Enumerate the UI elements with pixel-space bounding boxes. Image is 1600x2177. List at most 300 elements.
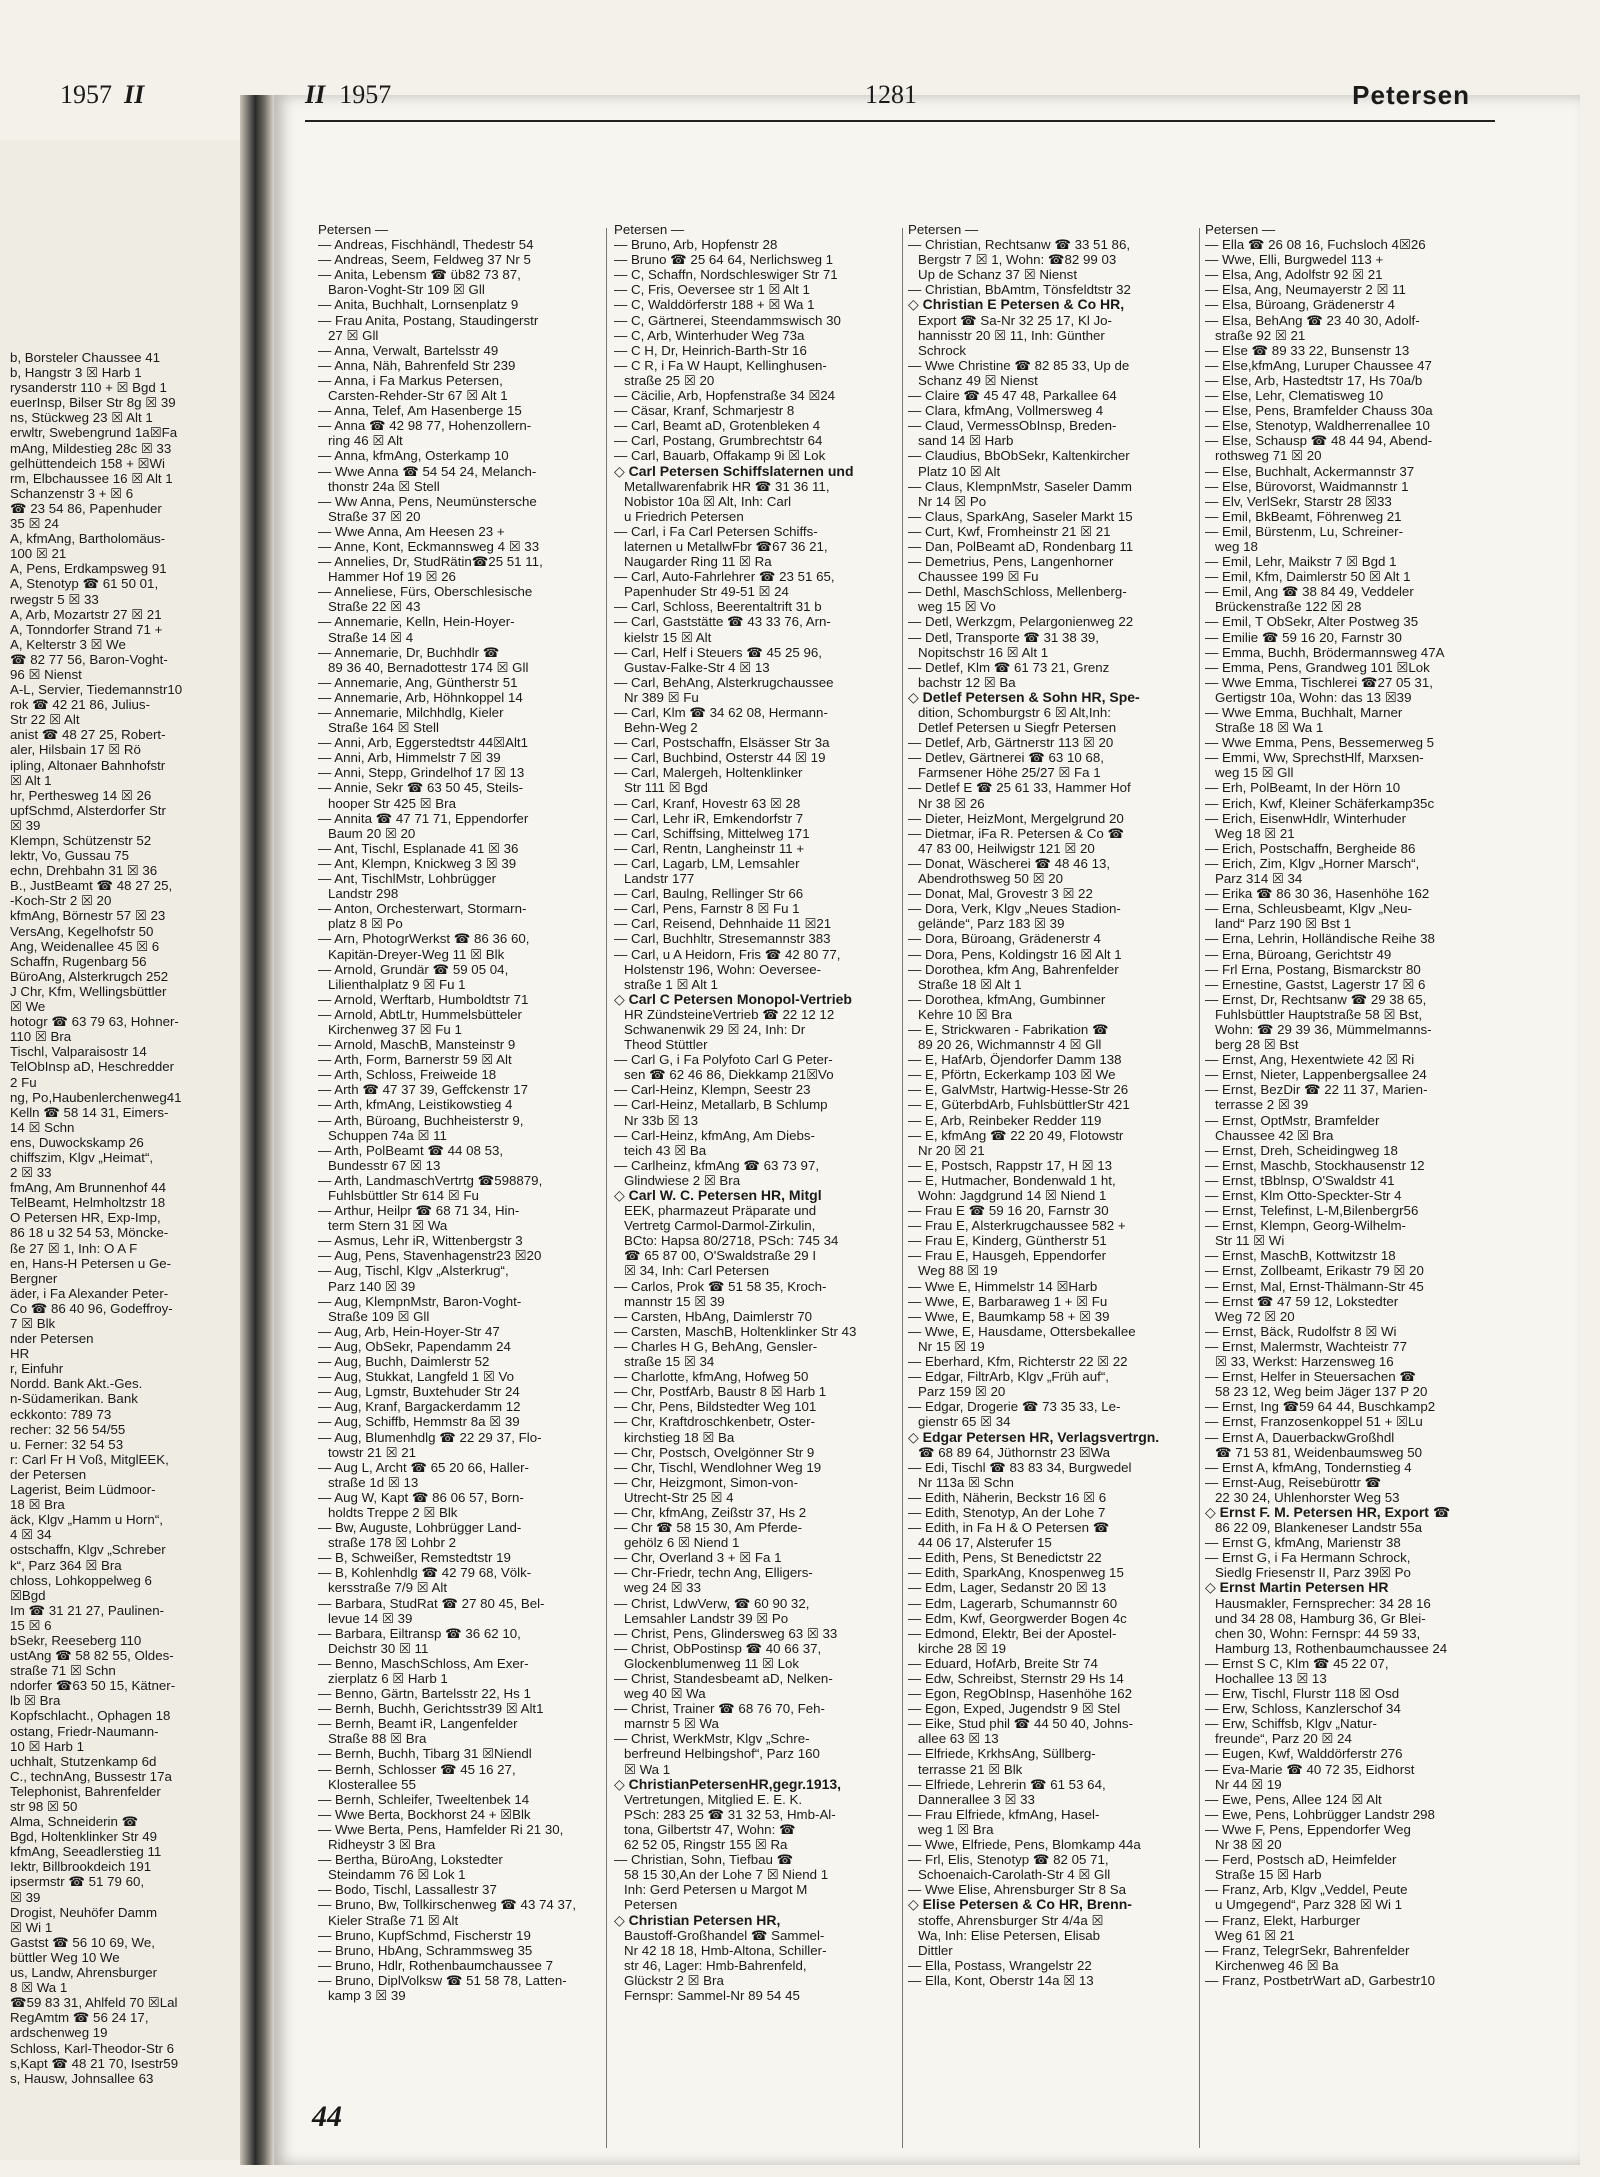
directory-entry-line: — Emmi, Ww, SprechstHlf, Marxsen- [1205,750,1424,766]
directory-entry-line: BCto: Hapsa 80/2718, PSch: 745 34 [624,1233,839,1249]
directory-entry-line: chloss, Lohkoppelweg 6 [10,1572,152,1588]
directory-entry-line: — Christ, Pens, Glindersweg 63 ☒ 33 [614,1625,838,1641]
directory-entry-line: — Carlos, Prok ☎ 51 58 35, Kroch- [614,1278,827,1294]
directory-entry-line: — Bruno, HbAng, Schrammsweg 35 [318,1942,533,1958]
directory-entry-line: — Arnold, AbtLtr, Hummelsbütteler [318,1006,522,1022]
directory-entry-line: 62 52 05, Ringstr 155 ☒ Ra [624,1837,788,1853]
directory-entry-line: berfreund Helbingshof“, Parz 160 [624,1746,820,1762]
directory-entry-line: — Anna, kfmAng, Osterkamp 10 [318,448,509,464]
directory-entry-line: — Erna, Lehrin, Holländische Reihe 38 [1205,931,1435,947]
left-page-year: 1957 [60,80,112,109]
directory-entry-line: — Charlotte, kfmAng, Hofweg 50 [614,1369,809,1385]
directory-entry-line: — Benno, MaschSchloss, Am Exer- [318,1655,529,1671]
directory-entry-line: A, Kelterstr 3 ☒ We [10,636,126,652]
directory-entry-line: — E, Strickwaren - Fabrikation ☎ [908,1021,1109,1037]
directory-entry-line: kamp 3 ☒ 39 [328,1987,406,2003]
directory-entry-line: — Ernst ☎ 47 59 12, Lokstedter [1205,1293,1399,1309]
directory-entry-line: — Emilie ☎ 59 16 20, Farnstr 30 [1205,629,1402,645]
directory-entry-line: — Ernst, Klempn, Georg-Wilhelm- [1205,1218,1406,1234]
directory-entry-line: Gertigstr 10a, Wohn: das 13 ☒39 [1215,689,1412,705]
directory-entry-line: — Else, Bürovorst, Waidmannstr 1 [1205,478,1409,494]
directory-entry-line: ardschenweg 19 [10,2025,108,2041]
directory-entry-line: ◇ Carl C Petersen Monopol-Vertrieb [614,991,852,1007]
directory-entry-line: str 98 ☒ 50 [10,1799,78,1814]
directory-entry-line: — Bw, Auguste, Lohbrügger Land- [318,1520,522,1536]
directory-column-3 [908,222,1193,2152]
directory-entry-line: aler, Hilsbain 17 ☒ Rö [10,742,141,758]
directory-entry-line: — Curt, Kwf, Fromheinstr 21 ☒ 21 [908,523,1111,539]
directory-entry-line: rysanderstr 110 + ☒ Bgd 1 [10,380,167,396]
directory-entry-line: — Bruno, KupfSchmd, Fischerstr 19 [318,1927,531,1943]
directory-entry-line: — Erw, Schloss, Kanzlerschof 34 [1205,1701,1401,1717]
directory-entry-line: ◇ Christian Petersen HR, [614,1912,781,1928]
directory-entry-line: hr, Perthesweg 14 ☒ 26 [10,787,152,803]
directory-entry-line: Hausmakler, Fernsprecher: 34 28 16 [1215,1595,1431,1611]
directory-entry-line: Tischl, Valparaisostr 14 [10,1044,147,1060]
directory-entry-line: — Carl, Rentn, Langheinstr 11 + [614,840,805,856]
directory-entry-line: — Ernst, Dreh, Scheidingweg 18 [1205,1142,1398,1158]
directory-entry-line: — Ernst, Dr, Rechtsanw ☎ 29 38 65, [1205,991,1427,1007]
directory-entry-line: — Ernst, MaschB, Kottwitzstr 18 [1205,1248,1396,1264]
directory-entry-line: — Erna, Büroang, Gerichtstr 49 [1205,946,1392,962]
directory-entry-line: — E, GalvMstr, Hartwig-Hesse-Str 26 [908,1082,1129,1098]
directory-entry-line: — Arth, Büroang, Buchheisterstr 9, [318,1112,524,1128]
directory-entry-line: 44 06 17, Alsterufer 15 [918,1535,1052,1551]
directory-entry-line: — Franz, Elekt, Harburger [1205,1912,1361,1928]
directory-entry-line: Detlef Petersen u Siegfr Petersen [918,720,1117,736]
directory-entry-line: — Anni, Arb, Eggerstedtstr 44☒Alt1 [318,735,529,751]
directory-entry-line: — Anneliese, Fürs, Oberschlesische [318,584,533,600]
directory-entry-line: Kieler Straße 71 ☒ Alt [328,1912,459,1928]
directory-entry-line: chen 30, Wohn: Fernspr: 44 59 33, [1215,1625,1421,1641]
directory-entry-line: — Erika ☎ 86 30 36, Hasenhöhe 162 [1205,886,1430,902]
directory-entry-line: — Aug, Pens, Stavenhagenstr23 ☒20 [318,1248,542,1264]
directory-entry-line: — Egon, RegObInsp, Hasenhöhe 162 [908,1686,1132,1702]
directory-entry-line: — Carsten, HbAng, Daimlerstr 70 [614,1308,813,1324]
directory-entry-line: b, Borsteler Chaussee 41 [10,350,161,365]
directory-entry-line: — Carl, Beamt aD, Grotenbleken 4 [614,418,821,434]
directory-entry-line: — Eberhard, Kfm, Richterstr 22 ☒ 22 [908,1354,1128,1370]
directory-entry-line: — Ernst-Aug, Reisebürottr ☎ [1205,1474,1382,1490]
directory-entry-line: äder, i Fa Alexander Peter- [10,1285,169,1301]
directory-entry-line: — Ernst A, kfmAng, Tondernstieg 4 [1205,1459,1412,1475]
directory-entry-line: u Friedrich Petersen [624,508,744,524]
directory-entry-line: — Ernst, tBblnsp, O'Swaldstr 41 [1205,1172,1395,1188]
directory-entry-line: dition, Schomburgstr 6 ☒ Alt,Inh: [918,705,1111,720]
directory-entry-line: — Dorothea, kfmAng, Gumbinner [908,991,1106,1007]
directory-entry-line: — Anna, i Fa Markus Petersen, [318,372,503,388]
directory-entry-line: sand 14 ☒ Harb [918,433,1014,449]
directory-entry-line: str 46, Lager: Hmb-Bahrenfeld, [624,1957,807,1973]
directory-entry-line: — Ant, TischlMstr, Lohbrügger [318,871,497,887]
directory-entry-line: 18 ☒ Bra [10,1497,65,1513]
directory-entry-line: straße 178 ☒ Lohbr 2 [328,1535,456,1551]
directory-entry-line: Straße 18 ☒ Alt 1 [918,976,1022,992]
directory-entry-line: hannisstr 20 ☒ 11, Inh: Günther [918,327,1105,343]
directory-entry-line: Gastst ☎ 56 10 69, We, [10,1934,155,1950]
directory-entry-line: Utrecht-Str 25 ☒ 4 [624,1489,734,1505]
directory-entry-line: — Aug, Buchh, Daimlerstr 52 [318,1354,490,1370]
directory-entry-line: Str 22 ☒ Alt [10,712,80,728]
directory-entry-line: TelObInsp aD, Heschredder [10,1059,175,1075]
directory-entry-line: — Frl, Elis, Stenotyp ☎ 82 05 71, [908,1852,1109,1868]
directory-entry-line: Petersen [624,1897,678,1913]
directory-entry-line: HR ZündsteineVertrieb ☎ 22 12 12 [624,1006,835,1022]
directory-entry-line: — Arth, kfmAng, Leistikowstieg 4 [318,1097,513,1113]
directory-entry-line: Hammer Hof 19 ☒ 26 [328,569,456,585]
directory-entry-line: term Stern 31 ☒ Wa [328,1218,448,1234]
directory-entry-line: — Aug, Lgmstr, Buxtehuder Str 24 [318,1384,520,1400]
directory-entry-line: RegAmtm ☎ 56 24 17, [10,2010,149,2026]
directory-entry-line: mannstr 15 ☒ 39 [624,1293,725,1309]
directory-entry-line: — Arnold, Grundär ☎ 59 05 04, [318,961,509,977]
directory-entry-line: — Wwe, Elli, Burgwedel 113 + [1205,252,1384,268]
directory-entry-line: B., JustBeamt ☎ 48 27 25, [10,878,173,894]
directory-entry-line: anist ☎ 48 27 25, Robert- [10,727,166,743]
directory-entry-line: 86 22 09, Blankeneser Landstr 55a [1215,1520,1422,1536]
directory-entry-line: mAng, Mildestieg 28c ☒ 33 [10,440,172,456]
directory-entry-line: Nr 33b ☒ 13 [624,1112,699,1128]
directory-entry-line: platz 8 ☒ Po [328,916,403,932]
directory-entry-line: Nr 15 ☒ 19 [918,1338,985,1354]
directory-entry-line: ◇ ChristianPetersenHR,gegr.1913, [614,1776,842,1792]
directory-entry-line: — Ewe, Pens, Lohbrügger Landstr 298 [1205,1806,1435,1822]
directory-entry-line: Gustav-Falke-Str 4 ☒ 13 [624,659,770,675]
directory-entry-line: — Detlef, Klm ☎ 61 73 21, Grenz [908,659,1110,675]
directory-entry-line: — Ella, Postass, Wrangelstr 22 [908,1957,1092,1973]
directory-entry-line: — Christ, LdwVerw, ☎ 60 90 32, [614,1595,810,1611]
directory-entry-line: — Carl, Pens, Farnstr 8 ☒ Fu 1 [614,901,800,917]
directory-entry-line: ☒Bgd [10,1587,46,1603]
directory-entry-line: — Claud, VermessObInsp, Breden- [908,418,1117,434]
directory-entry-line: ipling, Altonaer Bahnhofstr [10,757,166,773]
directory-entry-line: — Wwe F, Pens, Eppendorfer Weg [1205,1821,1411,1837]
directory-entry-line: — Dora, Pens, Koldingstr 16 ☒ Alt 1 [908,946,1122,962]
directory-entry-line: — Egon, Exped, Jugendstr 9 ☒ Stel [908,1701,1121,1717]
directory-entry-line: ◇ Carl W. C. Petersen HR, Mitgl [614,1188,822,1203]
directory-entry-line: Petersen — [1205,222,1276,237]
directory-entry-line: — Erich, Zim, Klgv „Horner Marsch“, [1205,855,1420,871]
directory-entry-line: — Anna ☎ 42 98 77, Hohenzollern- [318,418,532,434]
directory-entry-line: — Anna, Verwalt, Bartelsstr 49 [318,342,499,358]
directory-entry-line: Weg 72 ☒ 20 [1215,1308,1295,1324]
directory-entry-line: Str 111 ☒ Bgd [624,780,708,796]
directory-entry-line: — Carsten, MaschB, Holtenklinker Str 43 [614,1323,857,1339]
directory-entry-line: straße 1 ☒ Alt 1 [624,976,718,992]
directory-entry-line: — Anna, Telef, Am Hasenberge 15 [318,403,522,419]
directory-entry-line: — Ww Anna, Pens, Neumünstersche [318,493,537,509]
directory-entry-line: b, Hangstr 3 ☒ Harb 1 [10,365,142,381]
directory-entry-line: — Carl, Buchbind, Osterstr 44 ☒ 19 [614,750,826,766]
directory-entry-line: — Anni, Stepp, Grindelhof 17 ☒ 13 [318,765,525,781]
directory-entry-line: Glindwiese 2 ☒ Bra [624,1172,741,1188]
directory-entry-line: Steindamm 76 ☒ Lok 1 [328,1867,466,1883]
directory-entry-line: — Emil, BkBeamt, Föhrenweg 21 [1205,508,1402,524]
directory-entry-line: — Wwe Berta, Pens, Hamfelder Ri 21 30, [318,1821,564,1837]
directory-entry-line: — Ernst G, kfmAng, Marienstr 38 [1205,1535,1401,1551]
left-page-header [60,80,144,110]
directory-entry-line: — Bernh, Buchh, Tibarg 31 ☒Niendl [318,1746,532,1762]
directory-entry-line: — Clara, kfmAng, Vollmersweg 4 [908,403,1104,419]
directory-entry-line: — Aug, ObSekr, Papendamm 24 [318,1338,511,1354]
directory-entry-line: Petersen — [318,222,389,237]
directory-entry-line: Bergner [10,1270,58,1286]
directory-entry-line: — Carl-Heinz, Metallarb, B Schlump [614,1097,828,1113]
directory-entry-line: ☒ Wi 1 [10,1919,53,1935]
directory-entry-line: — C R, i Fa W Haupt, Kellinghusen- [614,357,827,373]
directory-entry-line: Parz 159 ☒ 20 [918,1384,1006,1400]
directory-entry-line: Chaussee 42 ☒ Bra [1215,1127,1334,1143]
directory-entry-line: EEK, pharmazeut Präparate und [624,1203,817,1219]
directory-entry-line: — Carl, Baulng, Rellinger Str 66 [614,886,804,902]
directory-entry-line: ens, Duwockskamp 26 [10,1134,144,1150]
directory-entry-line: — Else, Stenotyp, Waldherrenallee 10 [1205,418,1430,434]
directory-entry-line: — Elfriede, KrkhsAng, Süllberg- [908,1746,1096,1762]
directory-entry-line: — Else,kfmAng, Luruper Chaussee 47 [1205,357,1432,373]
directory-entry-line: straße 1d ☒ 13 [328,1474,419,1490]
directory-entry-line: — E, kfmAng ☎ 22 20 49, Flotowstr [908,1127,1124,1143]
directory-entry-line: straße 71 ☒ Schn [10,1663,116,1679]
directory-entry-line: 8 ☒ Wa 1 [10,1980,68,1996]
directory-entry-line: marnstr 5 ☒ Wa [624,1716,719,1732]
directory-entry-line: — Carl, Buchhltr, Stresemannstr 383 [614,931,831,947]
directory-entry-line: kfmAng, Seeadlerstieg 11 [10,1844,162,1860]
directory-entry-line: Behn-Weg 2 [624,720,698,736]
directory-entry-line: Schwanenwik 29 ☒ 24, Inh: Dr [624,1021,806,1037]
directory-entry-line: Schuppen 74a ☒ 11 [328,1127,447,1143]
directory-entry-line: — Edm, Lagerarb, Schumannstr 60 [908,1595,1118,1611]
directory-entry-line: — Aug, Blumenhdlg ☎ 22 29 37, Flo- [318,1429,542,1445]
directory-entry-line: s, Hausw, Johnsallee 63 [10,2070,154,2086]
directory-entry-line: — Ernst, Maschb, Stockhausenstr 12 [1205,1157,1425,1173]
directory-entry-line: ße 27 ☒ 1, Inh: O A F [10,1240,138,1256]
directory-entry-line: — Aug, Stukkat, Langfeld 1 ☒ Vo [318,1369,514,1385]
directory-entry-line: laternen u MetallwFbr ☎67 36 21, [624,538,828,554]
directory-entry-line: — Frau E, Hausgeh, Eppendorfer [908,1248,1107,1264]
directory-entry-line: — Annita ☎ 47 71 71, Eppendorfer [318,810,529,826]
directory-entry-line: — Bertha, BüroAng, Lokstedter [318,1852,503,1868]
directory-entry-line: Kirchenweg 46 ☒ Ba [1215,1957,1339,1973]
directory-entry-line: — Arth, LandmaschVertrtg ☎598879, [318,1172,543,1188]
directory-entry-line: weg 15 ☒ Gll [1215,765,1294,781]
directory-entry-line: — Edmond, Elektr, Bei der Apostel- [908,1625,1117,1641]
directory-entry-line: — Edi, Tischl ☎ 83 83 34, Burgwedel [908,1459,1132,1475]
directory-entry-line: — Detlef, Arb, Gärtnerstr 113 ☒ 20 [908,735,1114,751]
directory-entry-line: — Chr, Postsch, Ovelgönner Str 9 [614,1444,815,1460]
directory-entry-line: — Frau E, Alsterkrugchaussee 582 + [908,1218,1126,1234]
directory-entry-line: — Arth, PolBeamt ☎ 44 08 53, [318,1142,504,1158]
directory-entry-line: ndorfer ☎63 50 15, Kätner- [10,1678,176,1694]
directory-entry-line: — Edm, Lager, Sedanstr 20 ☒ 13 [908,1580,1107,1596]
directory-entry-line: — Carl, Gaststätte ☎ 43 33 76, Arn- [614,614,831,630]
directory-entry-line: — Eva-Marie ☎ 40 72 35, Eidhorst [1205,1761,1415,1777]
book-gutter [240,95,274,2165]
directory-entry-line: — Else ☎ 89 33 22, Bunsenstr 13 [1205,342,1410,358]
directory-entry-line: ng, Po,Haubenlerchenweg41 [10,1089,182,1105]
directory-entry-line: TelBeamt, Helmholtzstr 18 [10,1195,166,1211]
directory-entry-line: — Elsa, Ang, Neumayerstr 2 ☒ 11 [1205,282,1406,298]
directory-entry-line: Klempn, Schützenstr 52 [10,833,152,848]
directory-entry-line: — Aug, Schiffb, Hemmstr 8a ☒ 39 [318,1414,520,1430]
directory-entry-line: — Detl, Transporte ☎ 31 38 39, [908,629,1099,645]
directory-entry-line: Lagerist, Beim Lüdmoor- [10,1482,156,1498]
directory-entry-line: freunde“, Parz 20 ☒ 24 [1215,1731,1352,1747]
header-volume [305,80,391,110]
directory-entry-line: n-Südamerikan. Bank [10,1391,138,1407]
directory-entry-line: Lemsahler Landstr 39 ☒ Po [624,1610,789,1626]
directory-entry-line: weg 24 ☒ 33 [624,1580,701,1596]
directory-entry-line: — Frl Erna, Postang, Bismarckstr 80 [1205,961,1421,977]
directory-entry-line: nder Petersen [10,1331,94,1347]
directory-entry-line: — Wwe, Elfriede, Pens, Blomkamp 44a [908,1837,1141,1853]
directory-entry-line: A, Arb, Mozartstr 27 ☒ 21 [10,606,162,622]
directory-entry-line: Bundesstr 67 ☒ 13 [328,1157,441,1173]
directory-entry-line: — Franz, Arb, Klgv „Veddel, Peute [1205,1882,1408,1898]
directory-entry-line: eckkonto: 789 73 [10,1406,112,1422]
directory-entry-line: — Wwe Emma, Pens, Bessemerweg 5 [1205,735,1435,751]
directory-entry-line: kfmAng, Börnestr 57 ☒ 23 [10,908,166,924]
directory-entry-line: — Chr, Overland 3 + ☒ Fa 1 [614,1550,782,1566]
directory-entry-line: Brückenstraße 122 ☒ 28 [1215,599,1362,615]
directory-entry-line: Klosterallee 55 [328,1776,416,1792]
directory-entry-line: J Chr, Kfm, Wellingsbüttler [10,983,167,999]
directory-entry-line: — Anne, Kont, Eckmannsweg 4 ☒ 33 [318,538,540,554]
directory-entry-line: — Christian, Rechtsanw ☎ 33 51 86, [908,237,1131,253]
directory-entry-line: Glückstr 2 ☒ Bra [624,1972,724,1988]
directory-entry-line: berg 28 ☒ Bst [1215,1037,1299,1053]
directory-entry-line: weg 15 ☒ Vo [918,599,996,615]
directory-entry-line: Kapitän-Dreyer-Weg 11 ☒ Blk [328,946,505,962]
directory-entry-line: — Chr, Pens, Bildstedter Weg 101 [614,1399,817,1415]
directory-entry-line: — Claire ☎ 45 47 48, Parkallee 64 [908,388,1117,404]
directory-entry-line: kersstraße 7/9 ☒ Alt [328,1580,448,1596]
directory-entry-line: 22 30 24, Uhlenhorster Weg 53 [1215,1489,1400,1505]
directory-entry-line: A-L, Servier, Tiedemannstr10 [10,682,183,698]
directory-entry-line: A, Tonndorfer Strand 71 + [10,621,163,637]
directory-entry-line: — Ernst, Bäck, Rudolfstr 8 ☒ Wi [1205,1323,1397,1339]
directory-entry-line: Kelln ☎ 58 14 31, Eimers- [10,1104,169,1120]
directory-entry-line: — Emil, Lehr, Maikstr 7 ☒ Bgd 1 [1205,554,1397,570]
directory-entry-line: — Claudius, BbObSekr, Kaltenkircher [908,448,1130,464]
directory-entry-line: k“, Parz 364 ☒ Bra [10,1557,122,1573]
directory-entry-line: — Bodo, Tischl, Lassallestr 37 [318,1882,497,1898]
directory-entry-line: — Ant, Tischl, Esplanade 41 ☒ 36 [318,840,519,856]
directory-entry-line: erwltr, Swebengrund 1a☒Fa [10,425,178,441]
directory-entry-line: straße 15 ☒ 34 [624,1354,715,1370]
directory-entry-line: — Andreas, Seem, Feldweg 37 Nr 5 [318,252,531,268]
directory-entry-line: — Demetrius, Pens, Langenhorner [908,554,1114,570]
directory-entry-line: — Edith, Näherin, Beckstr 16 ☒ 6 [908,1489,1107,1505]
page-header [305,80,1470,120]
directory-entry-line: — Carl, Lehr iR, Emkendorfstr 7 [614,810,804,826]
directory-entry-line: — Anni, Arb, Himmelstr 7 ☒ 39 [318,750,501,766]
directory-entry-line: 89 20 26, Wichmannstr 4 ☒ Gll [918,1037,1102,1053]
directory-entry-line: — Bruno ☎ 25 64 64, Nerlichsweg 1 [614,252,834,268]
directory-entry-line: — Barbara, Eiltransp ☎ 36 62 10, [318,1625,521,1641]
directory-entry-line: — Elsa, Büroang, Grädenerstr 4 [1205,297,1395,313]
directory-entry-line: ustAng ☎ 58 82 55, Oldes- [10,1648,174,1664]
directory-entry-line: — Elsa, BehAng ☎ 23 40 30, Adolf- [1205,312,1420,328]
directory-entry-line: — Dethl, MaschSchloss, Mellenberg- [908,584,1127,600]
directory-entry-line: gelände“, Parz 183 ☒ 39 [918,916,1065,932]
directory-entry-line: — Barbara, StudRat ☎ 27 80 45, Bel- [318,1595,545,1611]
directory-entry-line: Kopfschlacht., Ophagen 18 [10,1708,171,1724]
directory-entry-line: Lilienthalplatz 9 ☒ Fu 1 [328,976,466,992]
directory-entry-line: — Asmus, Lehr iR, Wittenbergstr 3 [318,1233,523,1249]
directory-entry-line: r: Carl Fr H Voß, MitglEEK, [10,1451,169,1467]
directory-entry-line: ☒ 39 [10,817,41,833]
directory-entry-line: ring 46 ☒ Alt [328,433,403,449]
directory-entry-line: Up de Schanz 37 ☒ Nienst [918,267,1078,283]
directory-entry-line: Theod Stüttler [624,1037,708,1053]
directory-entry-line: ◇ Carl Petersen Schiffslaternen und [614,463,854,479]
directory-entry-line: — Edw, Schreibst, Sternstr 29 Hs 14 [908,1671,1124,1686]
directory-entry-line: Im ☎ 31 21 27, Paulinen- [10,1602,165,1618]
directory-entry-line: teich 43 ☒ Ba [624,1142,707,1158]
directory-entry-line: — Wwe, E, Hausdame, Ottersbekallee [908,1323,1136,1339]
directory-entry-line: holdts Treppe 2 ☒ Blk [328,1504,458,1520]
header-year: 1957 [339,80,392,109]
directory-entry-line: 35 ☒ 24 [10,516,59,532]
directory-entry-line: — E, HafArb, Öjendorfer Damm 138 [908,1052,1122,1068]
directory-entry-line: — Emil, Bürstenm, Lu, Schreiner- [1205,523,1404,539]
directory-entry-line: — Ernst, Ang, Hexentwiete 42 ☒ Ri [1205,1052,1415,1068]
directory-entry-line: ns, Stückweg 23 ☒ Alt 1 [10,410,153,426]
directory-entry-line: gehölz 6 ☒ Niend 1 [624,1535,740,1551]
directory-entry-line: A, kfmAng, Bartholomäus- [10,531,166,547]
directory-entry-line: — Edith, SparkAng, Knospenweg 15 [908,1565,1124,1581]
directory-entry-line: ostschaffn, Klgv „Schreber [10,1542,166,1558]
directory-entry-line: — Bernh, Buchh, Gerichtsstr39 ☒ Alt1 [318,1701,544,1717]
directory-entry-line: — Aug L, Archt ☎ 65 20 66, Haller- [318,1459,529,1475]
directory-entry-line: Schloss, Karl-Theodor-Str 6 [10,2040,175,2056]
directory-entry-line: HR [10,1346,30,1362]
directory-entry-line: — Ernst G, i Fa Hermann Schrock, [1205,1550,1411,1566]
directory-entry-line: — Christ, WerkMstr, Klgv „Schre- [614,1731,810,1747]
directory-entry-line: 4 ☒ 34 [10,1527,52,1543]
directory-entry-line: Iektr, Billbrookdeich 191 [10,1859,152,1875]
directory-entry-line: ipsermstr ☎ 51 79 60, [10,1874,145,1890]
directory-entry-line: — B, Kohlenhdlg ☎ 42 79 68, Völk- [318,1565,532,1581]
directory-entry-line: — Wwe Emma, Buchhalt, Marner [1205,705,1403,720]
directory-entry-line: — Erich, Kwf, Kleiner Schäferkamp35c [1205,795,1435,811]
directory-entry-line: Str 11 ☒ Wi [1215,1233,1285,1249]
directory-entry-line: u. Ferner: 32 54 53 [10,1436,124,1452]
column-divider [902,228,903,2148]
directory-entry-line: uchhalt, Stutzenkamp 6d [10,1753,157,1769]
directory-entry-line: en, Hans-H Petersen u Ge- [10,1255,172,1271]
directory-entry-line: Nr 38 ☒ 26 [918,795,985,811]
directory-entry-line: — Frau E, Kinderg, Güntherstr 51 [908,1233,1107,1249]
directory-entry-line: bachstr 12 ☒ Ba [918,674,1016,690]
directory-entry-line: rothsweg 71 ☒ 20 [1215,448,1322,464]
directory-entry-line: Straße 22 ☒ 43 [328,599,421,615]
directory-entry-line: — Dieter, HeizMont, Mergelgrund 20 [908,810,1124,826]
directory-entry-line: — Carl, Postschaffn, Elsässer Str 3a [614,735,830,751]
directory-entry-line: — Erich, EisenwHdlr, Winterhuder [1205,810,1406,826]
directory-entry-line: — Else, Buchhalt, Ackermannstr 37 [1205,463,1415,479]
directory-entry-line: Schrock [918,342,967,358]
directory-entry-line: s,Kapt ☎ 48 21 70, Isestr59 [10,2055,179,2071]
directory-entry-line: Dittler [918,1942,953,1958]
directory-entry-line: — Annemarie, Ang, Güntherstr 51 [318,674,518,690]
directory-entry-line: Fuhlsbüttler Str 614 ☒ Fu [328,1188,479,1203]
directory-entry-line: Schanzenstr 3 + ☒ 6 [10,485,134,501]
directory-entry-line: — Chr-Friedr, techn Ang, Elligers- [614,1565,813,1581]
directory-entry-line: Wohn: ☎ 29 39 36, Mümmelmanns- [1215,1021,1432,1037]
directory-entry-line: 58 23 12, Weg beim Jäger 137 P 20 [1215,1384,1428,1400]
directory-entry-line: gelhüttendeich 158 + ☒Wi [10,455,165,471]
